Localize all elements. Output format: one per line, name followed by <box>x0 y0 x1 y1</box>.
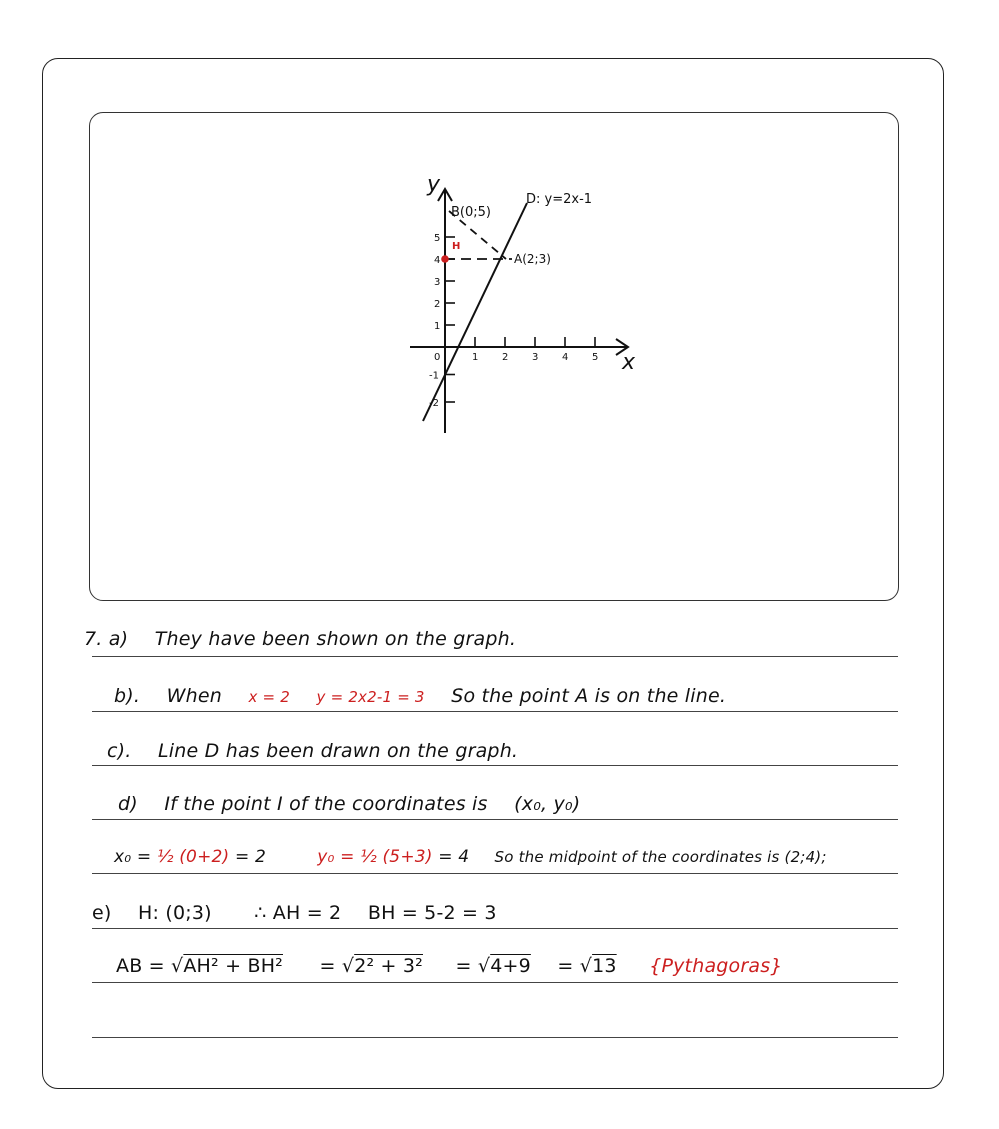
answer-d-y0-result: = 4 <box>438 847 470 867</box>
answer-e-sqrt-3: 4+9 <box>490 955 531 977</box>
rule-line <box>92 1037 898 1038</box>
x-tick-label: 1 <box>472 352 479 363</box>
graph-panel <box>89 112 899 601</box>
answer-b-rest: So the point A is on the line. <box>451 685 727 707</box>
answer-d-conclusion: So the midpoint of the coordinates is (2;4); <box>494 848 827 866</box>
answer-a-text: They have been shown on the graph. <box>154 628 517 650</box>
rule-line <box>92 711 898 712</box>
answer-d-coord: (x₀, y₀) <box>514 793 581 815</box>
rule-line <box>92 982 898 983</box>
y-tick-label: 4 <box>434 255 441 266</box>
answer-b-y-value: y = 2x2-1 = 3 <box>316 688 425 706</box>
answer-d <box>118 793 580 815</box>
answer-d-midpoint <box>114 847 827 867</box>
answer-e-note: {Pythagoras} <box>649 955 783 977</box>
answer-e-eq-2: = <box>319 955 336 977</box>
answer-e-eq-3: = <box>455 955 472 977</box>
answer-e-pythagoras: AB = √AH² + BH² = √2² + 3² = √4+9 = √13 {Pythagoras} <box>116 955 783 977</box>
answer-e-ah: ∴ AH = 2 <box>254 902 342 924</box>
line-d-label: D: y=2x-1 <box>526 192 593 207</box>
answer-d-x0-expr: ½ (0+2) <box>156 847 230 867</box>
answer-e-sqrt-4: 13 <box>592 955 617 977</box>
answer-c <box>107 740 518 762</box>
answer-b-when: When <box>166 685 222 707</box>
rule-line <box>92 656 898 657</box>
coordinate-graph <box>90 113 900 602</box>
y-tick-label: 1 <box>434 321 441 332</box>
x-tick-label: 2 <box>502 352 509 363</box>
answer-a <box>84 628 516 650</box>
x-tick-label: 4 <box>562 352 569 363</box>
answer-e-sqrt-1: AH² + BH² <box>183 955 283 977</box>
answer-d-text: If the point I of the coordinates is <box>164 793 488 815</box>
y-tick-label: -2 <box>429 398 439 409</box>
answer-b-x-value: x = 2 <box>248 688 291 706</box>
answer-d-label: d) <box>118 793 138 815</box>
point-b-label: B(0;5) <box>451 205 491 220</box>
answer-d-x0-result: = 2 <box>234 847 267 867</box>
y-axis-label: y <box>427 172 441 197</box>
x-tick-label: 3 <box>532 352 539 363</box>
x-tick-label: 5 <box>592 352 599 363</box>
y-tick-label: -1 <box>429 370 439 382</box>
point-h-dot <box>441 255 449 263</box>
answer-e-h-point: H: (0;3) <box>138 902 212 924</box>
answer-e-eq-4: = <box>557 955 574 977</box>
origin-label: 0 <box>434 352 441 363</box>
answer-e-sqrt-2: 2² + 3² <box>354 955 423 977</box>
x-axis-label: x <box>622 350 636 375</box>
x-ticks <box>472 337 598 363</box>
point-h-label: H <box>452 241 461 252</box>
y-tick-label: 2 <box>434 299 441 310</box>
answer-e-label: e) <box>92 902 112 924</box>
y-tick-label: 3 <box>434 277 441 288</box>
answer-e-ab: AB = <box>116 955 165 977</box>
answer-c-label: c). <box>107 740 132 762</box>
rule-line <box>92 928 898 929</box>
point-a-label: A(2;3) <box>514 252 551 266</box>
answer-d-y0-expr: y₀ = ½ (5+3) <box>317 847 433 867</box>
y-tick-label: 5 <box>434 233 441 244</box>
answer-c-text: Line D has been drawn on the graph. <box>158 740 519 762</box>
rule-line <box>92 873 898 874</box>
answer-e-bh: BH = 5-2 = 3 <box>367 902 497 924</box>
answer-d-x0: x₀ = <box>114 847 152 867</box>
rule-line <box>92 765 898 766</box>
answer-b-label: b). <box>114 685 141 707</box>
answer-b <box>114 685 726 707</box>
rule-line <box>92 819 898 820</box>
answer-a-label: 7. a) <box>84 628 129 650</box>
answer-e <box>92 902 497 924</box>
